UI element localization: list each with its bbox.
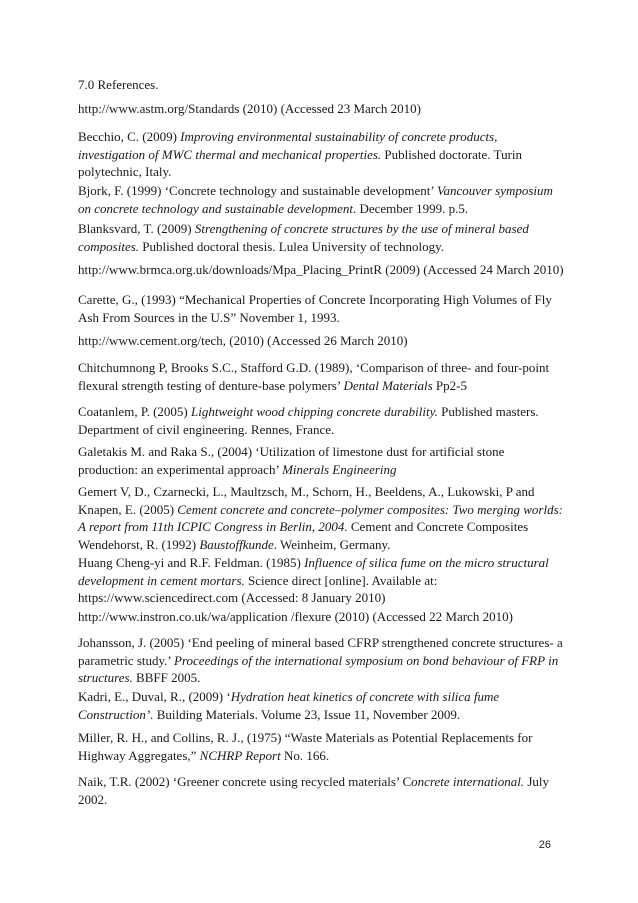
reference-line (78, 238, 574, 256)
reference-text: http://www.brmca.org.uk/downloads/Mpa_Placing_PrintR (2009) (Accessed 24 March 2010) (78, 262, 564, 277)
reference-italic-text: NCHRP Report (199, 747, 281, 763)
reference-italic-text: Dental Materials (343, 377, 433, 393)
reference-line (78, 421, 574, 439)
reference-text: Building Materials. Volume 23, Issue 11, November 2009. (153, 706, 461, 722)
reference-line (78, 146, 574, 164)
reference-line (78, 461, 574, 479)
reference-text: Miller, R. H., and Collins, R. J., (1975) “Waste Materials as Potential Replacements for (78, 730, 533, 745)
reference-line (78, 791, 574, 809)
reference-text: parametric study.’ (78, 652, 175, 668)
reference-text: BBFF 2005. (132, 670, 201, 686)
reference-entry (78, 483, 574, 553)
reference-text: Highway Aggregates,” (78, 747, 200, 763)
reference-entry (78, 291, 574, 326)
reference-line (78, 182, 574, 200)
reference-text: 2002. (78, 791, 108, 807)
reference-text: Knapen, E. (2005) (78, 501, 178, 517)
reference-text: Ash From Sources in the U.S” November 1, 1993. (78, 309, 340, 325)
references-heading: 7.0 References. (78, 77, 159, 92)
reference-entry (78, 128, 574, 181)
reference-text: Becchio, C. (2009) (78, 129, 181, 144)
reference-entry (78, 182, 574, 217)
reference-text: flexural strength testing of denture-base polymers’ (78, 377, 344, 393)
reference-line (78, 501, 574, 519)
reference-text: http://www.cement.org/tech, (2010) (Accessed 26 March 2010) (78, 333, 408, 348)
reference-line (78, 359, 574, 377)
reference-italic-text: Proceedings of the international symposium on bond behaviour of FRP in (174, 652, 559, 668)
reference-line (78, 554, 574, 572)
reference-text: Chitchumnong P, Brooks S.C., Stafford G.D. (1989), ‘Comparison of three- and four-point (78, 360, 550, 375)
reference-text: Published doctorate. Turin (381, 146, 523, 162)
reference-line (78, 377, 574, 395)
reference-entry (78, 608, 574, 626)
reference-line (78, 128, 574, 146)
reference-text: Kadri, E., Duval, R., (2009) ‘ (78, 689, 231, 704)
reference-text: http://www.instron.co.uk/wa/application /flexure (2010) (Accessed 22 March 2010) (78, 609, 513, 624)
reference-text: Published doctoral thesis. Lulea University of technology. (139, 238, 444, 254)
reference-text: Galetakis M. and Raka S., (2004) ‘Utilization of limestone dust for artificial stone (78, 444, 505, 459)
reference-line (78, 652, 574, 670)
reference-italic-text: Vancouver symposium (437, 183, 553, 198)
reference-text: . December 1999. p.5. (352, 200, 469, 216)
reference-text: Coatanlem, P. (2005) (78, 404, 192, 419)
reference-line (78, 483, 574, 501)
reference-entry (78, 332, 574, 350)
reference-line (78, 518, 574, 536)
reference-text: production: an experimental approach’ (78, 461, 283, 477)
reference-text: http://www.astm.org/Standards (2010) (Accessed 23 March 2010) (78, 101, 421, 116)
page-number: 26 (538, 839, 551, 851)
reference-italic-text: investigation of MWC thermal and mechanical properties. (78, 146, 382, 162)
reference-entry (78, 773, 574, 808)
reference-line (78, 669, 574, 687)
reference-italic-text: Influence of silica fume on the micro structural (304, 555, 549, 570)
reference-text: July (524, 774, 549, 789)
reference-italic-text: Lightweight wood chipping concrete durability. (191, 404, 438, 419)
reference-line (78, 747, 574, 765)
reference-text: Carette, G., (1993) “Mechanical Properties of Concrete Incorporating High Volumes of Fly (78, 292, 552, 307)
reference-text: . Weinheim, Germany. (273, 536, 391, 552)
reference-line (78, 403, 574, 421)
reference-italic-text: structures. (78, 670, 133, 686)
reference-entry (78, 729, 574, 764)
reference-text: Science direct [online]. Available at: (244, 572, 438, 588)
reference-entry (78, 100, 574, 118)
reference-italic-text: Baustoffkunde (199, 536, 274, 552)
reference-line (78, 589, 574, 607)
reference-italic-text: Strengthening of concrete structures by the use of mineral based (194, 221, 529, 236)
reference-text: Gemert V, D., Czarnecki, L., Maultzsch, M., Schorn, H., Beeldens, A., Lukowski, P and (78, 484, 535, 499)
reference-line (78, 309, 574, 327)
reference-entry (78, 220, 574, 255)
reference-line (78, 608, 574, 626)
reference-entry (78, 634, 574, 687)
reference-italic-text: Construction’. (78, 706, 154, 722)
reference-text: Blanksvard, T. (2009) (78, 221, 195, 236)
reference-italic-text: oncrete international. (411, 774, 525, 789)
reference-line (78, 100, 574, 118)
reference-line (78, 773, 574, 791)
reference-text: No. 166. (280, 747, 330, 763)
reference-entry (78, 554, 574, 607)
reference-line (78, 332, 574, 350)
reference-line (78, 163, 574, 181)
reference-italic-text: Cement concrete and concrete–polymer composites: Two merging worlds: (177, 501, 563, 517)
reference-line (78, 706, 574, 724)
reference-text: Wendehorst, R. (1992) (78, 536, 200, 552)
reference-italic-text: A report from 11th ICPIC Congress in Berlin, 2004. (78, 519, 348, 535)
reference-text: Cement and Concrete Composites (347, 519, 529, 535)
reference-line (78, 572, 574, 590)
reference-italic-text: Minerals Engineering (282, 461, 397, 477)
reference-line (78, 200, 574, 218)
reference-italic-text: composites. (78, 238, 140, 254)
reference-italic-text: Improving environmental sustainability of concrete products, (180, 129, 498, 144)
reference-text: Huang Cheng-yi and R.F. Feldman. (1985) (78, 555, 305, 570)
reference-text: Johansson, J. (2005) ‘End peeling of mineral based CFRP strengthened concrete structures- a (78, 635, 563, 650)
reference-italic-text: development in cement mortars. (78, 572, 245, 588)
reference-line (78, 443, 574, 461)
reference-italic-text: Hydration heat kinetics of concrete with silica fume (230, 689, 500, 704)
reference-entry (78, 261, 574, 279)
reference-entry (78, 403, 574, 438)
reference-text: Pp2-5 (432, 377, 467, 393)
reference-entry (78, 359, 574, 394)
reference-text: https://www.sciencedirect.com (Accessed: 8 January 2010) (78, 590, 386, 606)
reference-italic-text: on concrete technology and sustainable development (78, 200, 353, 216)
reference-entry (78, 443, 574, 478)
reference-text: Bjork, F. (1999) ‘Concrete technology and sustainable development’ (78, 183, 438, 198)
reference-line (78, 729, 574, 747)
reference-line (78, 220, 574, 238)
reference-line (78, 261, 574, 279)
reference-entry (78, 688, 574, 723)
reference-text: Department of civil engineering. Rennes, France. (78, 421, 335, 437)
reference-text: Published masters. (437, 404, 539, 419)
reference-line (78, 688, 574, 706)
reference-line (78, 536, 574, 554)
reference-line (78, 291, 574, 309)
reference-text: polytechnic, Italy. (78, 164, 172, 180)
reference-text: Naik, T.R. (2002) ‘Greener concrete using recycled materials’ C (78, 774, 412, 789)
reference-line (78, 634, 574, 652)
